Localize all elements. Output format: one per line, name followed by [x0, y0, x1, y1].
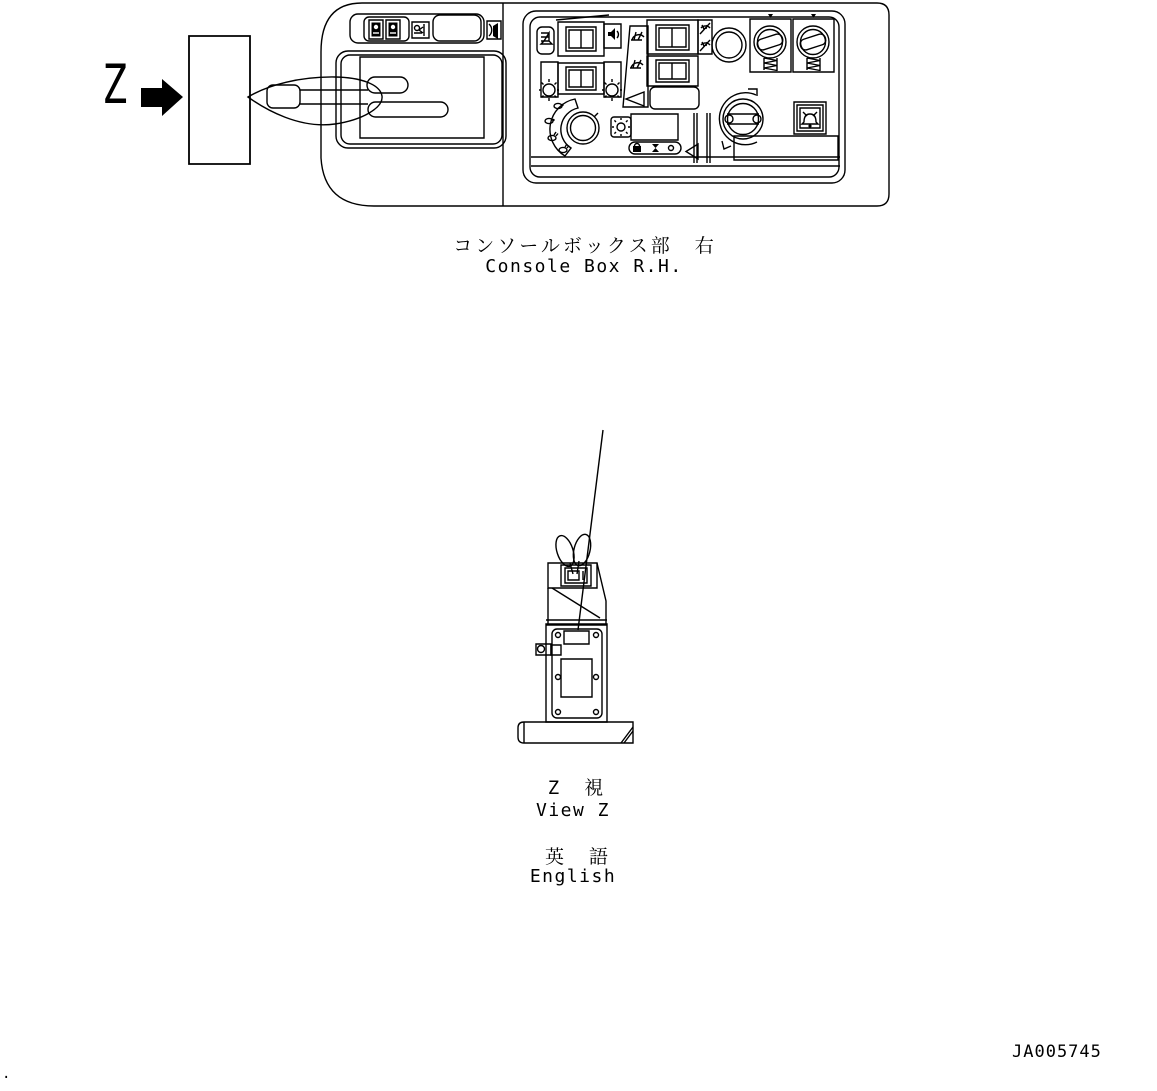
- console-box-top-view: [248, 3, 889, 206]
- side-bracket: [536, 644, 561, 655]
- panel-opening: [561, 659, 592, 697]
- blank-switch-slot: [650, 87, 699, 109]
- sun-icon: [612, 118, 630, 136]
- blank-dial: [712, 28, 746, 62]
- turtle-icon: [545, 118, 555, 123]
- rocker-switch-lower: [647, 56, 698, 86]
- spring-icon: [764, 58, 777, 71]
- lever-shaft: [300, 90, 368, 104]
- console-upper-body: [546, 563, 607, 625]
- label-plate: [189, 36, 250, 164]
- view-z-side-view: [518, 430, 633, 743]
- fuel-control-dial: [545, 99, 599, 156]
- lever-boot-outline: [248, 77, 382, 125]
- buzzer-switch: [794, 102, 826, 134]
- switch-panel: [523, 11, 845, 183]
- rocker-switch-upper: [647, 20, 698, 54]
- control-lever: [248, 77, 382, 125]
- z-view-letter: Z: [102, 53, 128, 116]
- speaker-icon: [604, 24, 621, 48]
- wiper-control-strip: [623, 26, 648, 107]
- washer-spray-icon: [698, 20, 712, 54]
- language-caption-jp: 英 語: [544, 846, 612, 868]
- rocker-switch-gear: [539, 62, 622, 101]
- travel-alarm-icon: [412, 22, 429, 38]
- indicator-dot: [669, 146, 674, 151]
- lamp-button-icon: [369, 20, 383, 39]
- horn-icon: [537, 27, 554, 54]
- caution-label-plate: [564, 631, 589, 644]
- lamp-button-icon: [386, 20, 400, 39]
- wiper-icon: [631, 32, 644, 40]
- console-lower-body: [546, 624, 607, 722]
- control-knob-a: [750, 14, 791, 72]
- drawing-number: JA005745: [1012, 1042, 1102, 1062]
- bell-icon: [802, 112, 818, 128]
- blank-switch-slot: [433, 15, 481, 41]
- corner-mark: .: [2, 1066, 11, 1082]
- view-z-caption-jp: Z 視: [547, 777, 607, 799]
- lever-grip: [267, 85, 300, 108]
- armrest-pad: [336, 51, 506, 148]
- lock-strip: [629, 142, 681, 154]
- z-view-arrow-icon: [141, 79, 183, 116]
- leader-line: [578, 430, 603, 630]
- z-view-callout: [141, 36, 250, 164]
- rocker-switch-lamp: [556, 15, 621, 56]
- console-caption-jp: コンソールボックス部 右: [453, 235, 717, 257]
- light-switch: [611, 117, 631, 137]
- view-z-caption-en: View Z: [535, 800, 611, 821]
- spring-icon: [807, 58, 820, 71]
- lever-head-housing: [548, 563, 597, 588]
- control-knob-b: [793, 14, 834, 72]
- horn-mute-icon: [487, 21, 501, 39]
- warning-triangle-icon: [626, 92, 644, 106]
- display-slot: [631, 114, 678, 140]
- wiper-icon: [630, 60, 643, 68]
- console-caption-en: Console Box R.H.: [485, 256, 683, 277]
- hourglass-icon: [652, 144, 659, 152]
- armrest-switch-strip: [350, 14, 501, 43]
- mount-base: [518, 722, 633, 743]
- language-caption-en: English: [529, 866, 617, 887]
- lock-icon: [633, 144, 641, 153]
- ignition-key-switch: [719, 89, 763, 149]
